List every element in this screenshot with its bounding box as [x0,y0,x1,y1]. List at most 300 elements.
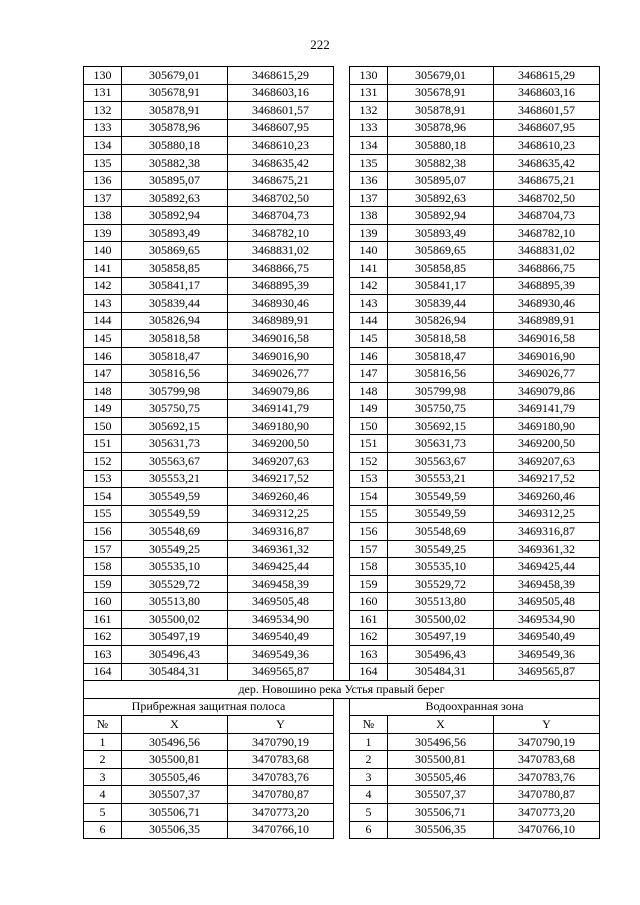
left-zone-title: Прибрежная защитная полоса [84,698,334,716]
table-row [84,803,600,821]
left-y-value: 3468603,16 [228,84,334,102]
right-x-value: 305799,98 [388,382,494,400]
left-point-number: 144 [84,312,122,330]
column-gap [334,558,350,576]
right-x-value: 305878,96 [388,119,494,137]
column-gap [334,540,350,558]
left-y-value: 3468930,46 [228,295,334,313]
left-point-number: 138 [84,207,122,225]
right-point-number: 3 [350,768,388,786]
left-x-value: 305839,44 [122,295,228,313]
page-number: 222 [310,37,330,52]
right-point-number: 4 [350,786,388,804]
table-row [84,575,600,593]
right-point-number: 5 [350,803,388,821]
column-gap [334,768,350,786]
table-row [84,505,600,523]
left-point-number: 141 [84,260,122,278]
left-x-value: 305692,15 [122,417,228,435]
right-y-header: Y [494,716,600,734]
left-x-value: 305563,67 [122,453,228,471]
right-point-number: 145 [350,330,388,348]
right-x-value: 305893,49 [388,224,494,242]
left-point-number: 148 [84,382,122,400]
right-y-value: 3468702,50 [494,189,600,207]
left-x-value: 305892,63 [122,189,228,207]
left-point-number: 153 [84,470,122,488]
left-point-number: 135 [84,154,122,172]
left-point-number: 159 [84,575,122,593]
right-point-number: 137 [350,189,388,207]
table-row [84,295,600,313]
left-y-value: 3469207,63 [228,453,334,471]
left-x-value: 305500,02 [122,610,228,628]
table-row [84,751,600,769]
column-gap [334,207,350,225]
column-gap [334,417,350,435]
left-x-value: 305878,91 [122,102,228,120]
table-row [84,593,600,611]
column-gap [334,435,350,453]
column-gap [334,330,350,348]
table-row [84,67,600,85]
left-x-header: X [122,716,228,734]
left-point-number: 4 [84,786,122,804]
right-x-value: 305549,25 [388,540,494,558]
left-y-value: 3469316,87 [228,523,334,541]
left-point-number: 134 [84,137,122,155]
right-y-value: 3468989,91 [494,312,600,330]
left-x-value: 305750,75 [122,400,228,418]
column-gap [334,347,350,365]
right-x-value: 305496,56 [388,733,494,751]
right-x-value: 305549,59 [388,488,494,506]
column-gap [334,593,350,611]
right-y-value: 3468601,57 [494,102,600,120]
table-row [84,768,600,786]
right-y-value: 3468615,29 [494,67,600,85]
left-x-value: 305826,94 [122,312,228,330]
column-gap [334,698,350,716]
left-point-number: 140 [84,242,122,260]
right-x-value: 305506,71 [388,803,494,821]
column-gap [334,610,350,628]
right-point-number: 141 [350,260,388,278]
left-y-value: 3470783,68 [228,751,334,769]
column-gap [334,751,350,769]
left-x-value: 305895,07 [122,172,228,190]
left-point-number: 161 [84,610,122,628]
right-point-number: 139 [350,224,388,242]
left-x-value: 305631,73 [122,435,228,453]
right-y-value: 3469217,52 [494,470,600,488]
left-point-number: 160 [84,593,122,611]
left-point-number: 163 [84,646,122,664]
right-x-value: 305826,94 [388,312,494,330]
right-x-value: 305878,91 [388,102,494,120]
left-point-number: 162 [84,628,122,646]
table-row [84,453,600,471]
right-y-value: 3469505,48 [494,593,600,611]
right-point-number: 130 [350,67,388,85]
left-point-number: 158 [84,558,122,576]
right-y-value: 3469141,79 [494,400,600,418]
left-point-number: 2 [84,751,122,769]
right-y-value: 3469425,44 [494,558,600,576]
left-y-value: 3469534,90 [228,610,334,628]
right-y-value: 3468704,73 [494,207,600,225]
right-y-value: 3470773,20 [494,803,600,821]
right-point-number: 132 [350,102,388,120]
left-x-value: 305869,65 [122,242,228,260]
zone-title-row [84,698,600,716]
left-x-value: 305496,43 [122,646,228,664]
column-gap [334,488,350,506]
right-x-value: 305880,18 [388,137,494,155]
column-gap [334,646,350,664]
left-x-value: 305500,81 [122,751,228,769]
column-gap [334,137,350,155]
right-x-value: 305553,21 [388,470,494,488]
left-point-number: 147 [84,365,122,383]
right-y-value: 3469361,32 [494,540,600,558]
left-y-value: 3468866,75 [228,260,334,278]
left-x-value: 305678,91 [122,84,228,102]
right-x-value: 305497,19 [388,628,494,646]
left-y-value: 3468782,10 [228,224,334,242]
right-point-number: 156 [350,523,388,541]
left-y-value: 3469180,90 [228,417,334,435]
right-y-value: 3470780,87 [494,786,600,804]
right-point-number: 131 [350,84,388,102]
table-row [84,277,600,295]
table-row [84,382,600,400]
right-x-value: 305679,01 [388,67,494,85]
table-row [84,365,600,383]
left-y-value: 3468601,57 [228,102,334,120]
left-point-number: 1 [84,733,122,751]
left-x-value: 305818,47 [122,347,228,365]
right-x-value: 305882,38 [388,154,494,172]
table-row [84,119,600,137]
left-point-number: 156 [84,523,122,541]
right-y-value: 3468635,42 [494,154,600,172]
left-x-value: 305506,71 [122,803,228,821]
column-gap [334,224,350,242]
table-row [84,523,600,541]
table-row [84,260,600,278]
right-x-value: 305507,37 [388,786,494,804]
right-x-value: 305513,80 [388,593,494,611]
right-point-number: 152 [350,453,388,471]
left-x-value: 305880,18 [122,137,228,155]
left-y-value: 3470773,20 [228,803,334,821]
column-gap [334,663,350,681]
table-row [84,137,600,155]
left-x-value: 305505,46 [122,768,228,786]
left-point-number: 149 [84,400,122,418]
table-row [84,84,600,102]
right-y-value: 3470783,76 [494,768,600,786]
left-x-value: 305882,38 [122,154,228,172]
table-row [84,242,600,260]
left-y-value: 3468610,23 [228,137,334,155]
right-y-value: 3468782,10 [494,224,600,242]
left-y-value: 3470783,76 [228,768,334,786]
right-x-value: 305631,73 [388,435,494,453]
right-y-value: 3469200,50 [494,435,600,453]
column-gap [334,786,350,804]
right-point-number: 161 [350,610,388,628]
right-y-value: 3469180,90 [494,417,600,435]
column-gap [334,365,350,383]
left-x-value: 305858,85 [122,260,228,278]
right-x-value: 305895,07 [388,172,494,190]
left-x-value: 305513,80 [122,593,228,611]
left-y-value: 3469141,79 [228,400,334,418]
right-y-value: 3468866,75 [494,260,600,278]
right-x-value: 305505,46 [388,768,494,786]
left-y-value: 3469026,77 [228,365,334,383]
table-row [84,470,600,488]
right-point-number: 160 [350,593,388,611]
left-point-number: 137 [84,189,122,207]
table-row [84,172,600,190]
column-gap [334,821,350,839]
left-y-value: 3469458,39 [228,575,334,593]
table-row [84,663,600,681]
right-x-value: 305549,59 [388,505,494,523]
left-point-number: 152 [84,453,122,471]
right-point-number: 147 [350,365,388,383]
right-y-value: 3469565,87 [494,663,600,681]
left-y-value: 3469016,58 [228,330,334,348]
left-y-value: 3470790,19 [228,733,334,751]
table-row [84,330,600,348]
column-gap [334,382,350,400]
place-title-row [84,681,600,699]
column-gap [334,67,350,85]
right-point-number: 6 [350,821,388,839]
right-point-number: 146 [350,347,388,365]
table-row [84,312,600,330]
left-point-number: 150 [84,417,122,435]
column-gap [334,505,350,523]
table-row [84,786,600,804]
right-x-value: 305692,15 [388,417,494,435]
column-gap [334,733,350,751]
left-point-number: 154 [84,488,122,506]
right-point-number: 148 [350,382,388,400]
right-point-number: 1 [350,733,388,751]
right-y-value: 3469016,90 [494,347,600,365]
left-point-number: 157 [84,540,122,558]
left-point-number: 131 [84,84,122,102]
left-y-value: 3468635,42 [228,154,334,172]
table-row [84,733,600,751]
left-point-number: 145 [84,330,122,348]
right-x-value: 305529,72 [388,575,494,593]
right-x-value: 305841,17 [388,277,494,295]
right-x-value: 305484,31 [388,663,494,681]
right-y-value: 3469207,63 [494,453,600,471]
left-point-number: 143 [84,295,122,313]
column-gap [334,803,350,821]
column-gap [334,716,350,734]
left-x-value: 305548,69 [122,523,228,541]
coordinates-table [83,66,600,839]
left-x-value: 305484,31 [122,663,228,681]
left-x-value: 305893,49 [122,224,228,242]
left-x-value: 305878,96 [122,119,228,137]
left-y-value: 3469016,90 [228,347,334,365]
right-point-number: 151 [350,435,388,453]
right-y-value: 3469312,25 [494,505,600,523]
left-x-value: 305506,35 [122,821,228,839]
left-y-value: 3469260,46 [228,488,334,506]
left-point-number: 151 [84,435,122,453]
right-y-value: 3469458,39 [494,575,600,593]
right-y-value: 3469260,46 [494,488,600,506]
right-y-value: 3469026,77 [494,365,600,383]
left-point-number: 142 [84,277,122,295]
left-y-value: 3469200,50 [228,435,334,453]
left-point-number: 146 [84,347,122,365]
right-x-value: 305535,10 [388,558,494,576]
column-gap [334,102,350,120]
left-y-value: 3470780,87 [228,786,334,804]
right-point-number: 133 [350,119,388,137]
right-y-value: 3468930,46 [494,295,600,313]
table-row [84,435,600,453]
left-point-number: 5 [84,803,122,821]
left-y-value: 3469565,87 [228,663,334,681]
right-y-value: 3470766,10 [494,821,600,839]
right-x-value: 305678,91 [388,84,494,102]
left-point-number: 155 [84,505,122,523]
right-x-header: X [388,716,494,734]
right-point-number: 2 [350,751,388,769]
table-row [84,154,600,172]
column-gap [334,312,350,330]
left-y-value: 3469217,52 [228,470,334,488]
right-y-value: 3468610,23 [494,137,600,155]
right-x-value: 305869,65 [388,242,494,260]
left-y-value: 3469312,25 [228,505,334,523]
right-y-value: 3469540,49 [494,628,600,646]
right-point-number: 153 [350,470,388,488]
right-point-number: 138 [350,207,388,225]
table-row [84,628,600,646]
left-y-header: Y [228,716,334,734]
right-x-value: 305563,67 [388,453,494,471]
right-point-number: 142 [350,277,388,295]
right-point-number: 136 [350,172,388,190]
left-y-value: 3468702,50 [228,189,334,207]
right-point-number: 150 [350,417,388,435]
right-point-number: 144 [350,312,388,330]
left-x-value: 305841,17 [122,277,228,295]
right-y-value: 3468607,95 [494,119,600,137]
left-y-value: 3468895,39 [228,277,334,295]
right-x-value: 305818,47 [388,347,494,365]
right-x-value: 305500,02 [388,610,494,628]
right-number-header: № [350,716,388,734]
left-y-value: 3468989,91 [228,312,334,330]
right-point-number: 154 [350,488,388,506]
right-point-number: 159 [350,575,388,593]
left-point-number: 3 [84,768,122,786]
left-y-value: 3469505,48 [228,593,334,611]
right-y-value: 3469534,90 [494,610,600,628]
right-x-value: 305506,35 [388,821,494,839]
column-gap [334,189,350,207]
table-row [84,610,600,628]
right-point-number: 157 [350,540,388,558]
right-point-number: 158 [350,558,388,576]
left-y-value: 3469540,49 [228,628,334,646]
right-point-number: 155 [350,505,388,523]
column-gap [334,154,350,172]
table-row [84,207,600,225]
left-x-value: 305529,72 [122,575,228,593]
table-row [84,400,600,418]
table-row [84,558,600,576]
left-x-value: 305507,37 [122,786,228,804]
left-point-number: 132 [84,102,122,120]
right-point-number: 149 [350,400,388,418]
right-point-number: 164 [350,663,388,681]
right-x-value: 305548,69 [388,523,494,541]
left-y-value: 3468615,29 [228,67,334,85]
left-point-number: 6 [84,821,122,839]
column-gap [334,400,350,418]
right-x-value: 305500,81 [388,751,494,769]
table-row [84,417,600,435]
table-row [84,540,600,558]
right-x-value: 305892,63 [388,189,494,207]
right-x-value: 305750,75 [388,400,494,418]
left-point-number: 133 [84,119,122,137]
left-y-value: 3470766,10 [228,821,334,839]
table-row [84,646,600,664]
left-y-value: 3469361,32 [228,540,334,558]
left-x-value: 305549,25 [122,540,228,558]
left-x-value: 305549,59 [122,505,228,523]
left-y-value: 3468704,73 [228,207,334,225]
left-y-value: 3469079,86 [228,382,334,400]
left-number-header: № [84,716,122,734]
table-row [84,488,600,506]
column-gap [334,453,350,471]
column-gap [334,523,350,541]
right-zone-title: Водоохранная зона [350,698,600,716]
column-gap [334,119,350,137]
right-x-value: 305858,85 [388,260,494,278]
right-point-number: 140 [350,242,388,260]
right-y-value: 3469079,86 [494,382,600,400]
left-y-value: 3469425,44 [228,558,334,576]
left-x-value: 305496,56 [122,733,228,751]
left-y-value: 3468607,95 [228,119,334,137]
left-point-number: 139 [84,224,122,242]
column-gap [334,172,350,190]
column-gap [334,470,350,488]
right-point-number: 163 [350,646,388,664]
right-y-value: 3468675,21 [494,172,600,190]
right-point-number: 135 [350,154,388,172]
header-row [84,716,600,734]
